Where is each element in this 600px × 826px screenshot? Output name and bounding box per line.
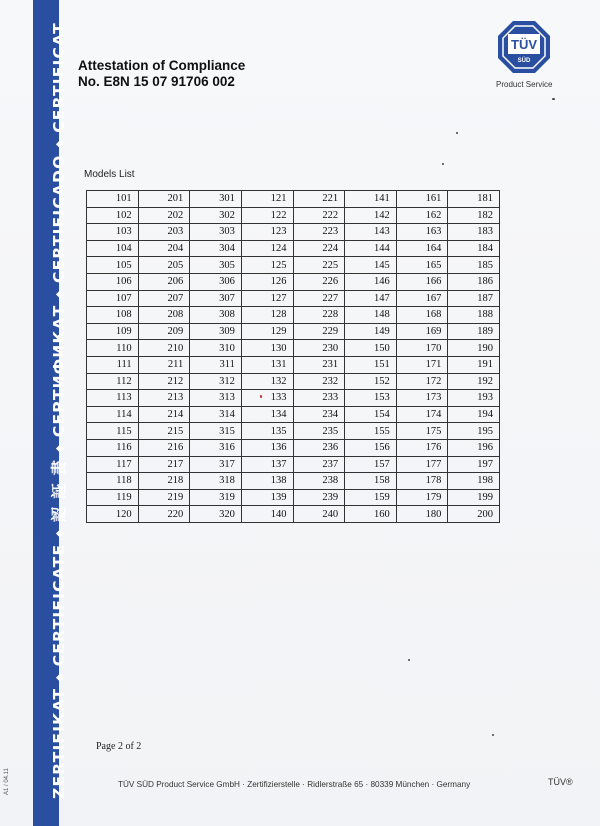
model-cell: 154 (345, 406, 397, 423)
model-cell: 133 (241, 390, 293, 407)
model-cell: 179 (396, 489, 448, 506)
model-cell: 185 (448, 257, 500, 274)
model-cell: 206 (138, 273, 190, 290)
form-code: A1 / 04.11 (4, 768, 10, 795)
footer-address: TÜV SÜD Product Service GmbH · Zertifizierstelle · Ridlerstraße 65 · 80339 München · Germany (118, 780, 471, 789)
model-cell: 153 (345, 390, 397, 407)
model-cell: 226 (293, 273, 345, 290)
model-cell: 189 (448, 323, 500, 340)
model-cell: 105 (87, 257, 139, 274)
table-row (87, 439, 500, 456)
model-cell: 220 (138, 506, 190, 523)
model-cell: 222 (293, 207, 345, 224)
model-cell: 210 (138, 340, 190, 357)
model-cell: 103 (87, 224, 139, 241)
model-cell: 301 (190, 191, 242, 208)
table-row (87, 473, 500, 490)
model-cell: 212 (138, 373, 190, 390)
certificate-side-band (33, 0, 68, 826)
model-cell: 224 (293, 240, 345, 257)
model-cell: 216 (138, 439, 190, 456)
models-list-label: Models List (84, 169, 135, 180)
model-cell: 181 (448, 191, 500, 208)
model-cell: 143 (345, 224, 397, 241)
model-cell: 215 (138, 423, 190, 440)
model-cell: 168 (396, 307, 448, 324)
model-cell: 150 (345, 340, 397, 357)
model-cell: 145 (345, 257, 397, 274)
model-cell: 128 (241, 307, 293, 324)
model-cell: 176 (396, 439, 448, 456)
model-cell: 124 (241, 240, 293, 257)
model-cell: 314 (190, 406, 242, 423)
model-cell: 201 (138, 191, 190, 208)
model-cell: 149 (345, 323, 397, 340)
model-cell: 169 (396, 323, 448, 340)
model-cell: 156 (345, 439, 397, 456)
model-cell: 130 (241, 340, 293, 357)
diamond-separator-icon: ◆ (53, 528, 66, 538)
model-cell: 309 (190, 323, 242, 340)
model-cell: 225 (293, 257, 345, 274)
model-cell: 114 (87, 406, 139, 423)
side-band-word: 認 証 書 (50, 458, 68, 523)
model-cell: 104 (87, 240, 139, 257)
model-cell: 162 (396, 207, 448, 224)
table-row (87, 207, 500, 224)
page-number: Page 2 of 2 (96, 741, 142, 752)
model-cell: 194 (448, 406, 500, 423)
model-cell: 118 (87, 473, 139, 490)
model-cell: 214 (138, 406, 190, 423)
model-cell: 144 (345, 240, 397, 257)
model-cell: 183 (448, 224, 500, 241)
model-cell: 230 (293, 340, 345, 357)
model-cell: 112 (87, 373, 139, 390)
model-cell: 165 (396, 257, 448, 274)
model-cell: 316 (190, 439, 242, 456)
model-cell: 302 (190, 207, 242, 224)
model-cell: 315 (190, 423, 242, 440)
model-cell: 304 (190, 240, 242, 257)
side-band-word: CERTIFICADO (50, 154, 68, 283)
model-cell: 312 (190, 373, 242, 390)
model-cell: 134 (241, 406, 293, 423)
model-cell: 113 (87, 390, 139, 407)
model-cell: 101 (87, 191, 139, 208)
model-cell: 205 (138, 257, 190, 274)
table-row (87, 390, 500, 407)
scan-speck (456, 132, 458, 134)
table-row (87, 489, 500, 506)
model-cell: 140 (241, 506, 293, 523)
table-row (87, 240, 500, 257)
model-cell: 197 (448, 456, 500, 473)
model-cell: 132 (241, 373, 293, 390)
logo-tuv-text: TÜV (511, 37, 537, 52)
model-cell: 178 (396, 473, 448, 490)
model-cell: 310 (190, 340, 242, 357)
model-cell: 198 (448, 473, 500, 490)
model-cell: 187 (448, 290, 500, 307)
model-cell: 152 (345, 373, 397, 390)
model-cell: 232 (293, 373, 345, 390)
model-cell: 166 (396, 273, 448, 290)
model-cell: 195 (448, 423, 500, 440)
model-cell: 158 (345, 473, 397, 490)
scan-speck (408, 659, 410, 661)
diamond-separator-icon: ◆ (53, 672, 66, 682)
model-cell: 125 (241, 257, 293, 274)
model-cell: 207 (138, 290, 190, 307)
model-cell: 217 (138, 456, 190, 473)
model-cell: 318 (190, 473, 242, 490)
model-cell: 317 (190, 456, 242, 473)
model-cell: 172 (396, 373, 448, 390)
model-cell: 141 (345, 191, 397, 208)
model-cell: 164 (396, 240, 448, 257)
model-cell: 107 (87, 290, 139, 307)
model-cell: 173 (396, 390, 448, 407)
scan-speck (552, 98, 555, 100)
model-cell: 237 (293, 456, 345, 473)
model-cell: 235 (293, 423, 345, 440)
model-cell: 319 (190, 489, 242, 506)
model-cell: 127 (241, 290, 293, 307)
model-cell: 211 (138, 356, 190, 373)
model-cell: 240 (293, 506, 345, 523)
model-cell: 109 (87, 323, 139, 340)
side-band-word: СЕРТИФИКАТ (50, 304, 68, 438)
model-cell: 184 (448, 240, 500, 257)
model-cell: 231 (293, 356, 345, 373)
model-cell: 174 (396, 406, 448, 423)
table-row (87, 307, 500, 324)
model-cell: 129 (241, 323, 293, 340)
model-cell: 208 (138, 307, 190, 324)
model-cell: 126 (241, 273, 293, 290)
model-cell: 142 (345, 207, 397, 224)
model-cell: 306 (190, 273, 242, 290)
diamond-separator-icon: ◆ (53, 288, 66, 299)
model-cell: 131 (241, 356, 293, 373)
model-cell: 157 (345, 456, 397, 473)
model-cell: 148 (345, 307, 397, 324)
model-cell: 308 (190, 307, 242, 324)
model-cell: 229 (293, 323, 345, 340)
side-band-word: CERTIFICAT (50, 22, 68, 133)
side-band-word: CERTIFICATE (50, 543, 68, 667)
model-cell: 221 (293, 191, 345, 208)
model-cell: 191 (448, 356, 500, 373)
tuv-sud-logo (497, 20, 551, 74)
model-cell: 160 (345, 506, 397, 523)
model-cell: 196 (448, 439, 500, 456)
model-cell: 223 (293, 224, 345, 241)
model-cell: 119 (87, 489, 139, 506)
model-cell: 200 (448, 506, 500, 523)
model-cell: 102 (87, 207, 139, 224)
table-row (87, 273, 500, 290)
model-cell: 227 (293, 290, 345, 307)
model-cell: 159 (345, 489, 397, 506)
model-cell: 115 (87, 423, 139, 440)
table-row (87, 373, 500, 390)
table-row (87, 323, 500, 340)
model-cell: 213 (138, 390, 190, 407)
model-cell: 186 (448, 273, 500, 290)
table-row (87, 224, 500, 241)
model-cell: 204 (138, 240, 190, 257)
scan-speck (260, 395, 262, 398)
model-cell: 116 (87, 439, 139, 456)
model-cell: 151 (345, 356, 397, 373)
model-cell: 139 (241, 489, 293, 506)
model-cell: 121 (241, 191, 293, 208)
table-row (87, 191, 500, 208)
table-row (87, 356, 500, 373)
model-cell: 307 (190, 290, 242, 307)
model-cell: 108 (87, 307, 139, 324)
model-cell: 106 (87, 273, 139, 290)
model-cell: 117 (87, 456, 139, 473)
model-cell: 161 (396, 191, 448, 208)
table-row (87, 406, 500, 423)
logo-sud-text: SÜD (517, 58, 531, 64)
model-cell: 182 (448, 207, 500, 224)
document-title: Attestation of Compliance (78, 58, 246, 73)
certificate-number: No. E8N 15 07 91706 002 (78, 74, 235, 89)
model-cell: 180 (396, 506, 448, 523)
model-cell: 193 (448, 390, 500, 407)
model-cell: 320 (190, 506, 242, 523)
model-cell: 171 (396, 356, 448, 373)
model-cell: 238 (293, 473, 345, 490)
model-cell: 311 (190, 356, 242, 373)
model-cell: 219 (138, 489, 190, 506)
scan-speck (492, 734, 494, 736)
model-cell: 175 (396, 423, 448, 440)
diamond-separator-icon: ◆ (53, 443, 66, 453)
model-cell: 146 (345, 273, 397, 290)
model-cell: 303 (190, 224, 242, 241)
model-cell: 305 (190, 257, 242, 274)
table-row (87, 340, 500, 357)
side-band-text (46, 22, 72, 799)
models-table (86, 190, 500, 523)
model-cell: 135 (241, 423, 293, 440)
table-row (87, 506, 500, 523)
model-cell: 203 (138, 224, 190, 241)
model-cell: 202 (138, 207, 190, 224)
model-cell: 122 (241, 207, 293, 224)
model-cell: 218 (138, 473, 190, 490)
model-cell: 111 (87, 356, 139, 373)
model-cell: 155 (345, 423, 397, 440)
footer-brand: TÜV® (548, 777, 573, 787)
model-cell: 147 (345, 290, 397, 307)
model-cell: 192 (448, 373, 500, 390)
model-cell: 120 (87, 506, 139, 523)
model-cell: 177 (396, 456, 448, 473)
model-cell: 170 (396, 340, 448, 357)
model-cell: 236 (293, 439, 345, 456)
table-row (87, 257, 500, 274)
model-cell: 209 (138, 323, 190, 340)
model-cell: 167 (396, 290, 448, 307)
model-cell: 190 (448, 340, 500, 357)
model-cell: 138 (241, 473, 293, 490)
model-cell: 188 (448, 307, 500, 324)
logo-caption: Product Service (496, 80, 553, 89)
model-cell: 239 (293, 489, 345, 506)
model-cell: 228 (293, 307, 345, 324)
model-cell: 234 (293, 406, 345, 423)
model-cell: 123 (241, 224, 293, 241)
model-cell: 137 (241, 456, 293, 473)
scan-speck (442, 163, 444, 165)
model-cell: 110 (87, 340, 139, 357)
model-cell: 163 (396, 224, 448, 241)
model-cell: 233 (293, 390, 345, 407)
table-row (87, 456, 500, 473)
side-band-word: ZERTIFIKAT (50, 687, 68, 799)
table-row (87, 290, 500, 307)
model-cell: 313 (190, 390, 242, 407)
model-cell: 199 (448, 489, 500, 506)
model-cell: 136 (241, 439, 293, 456)
table-row (87, 423, 500, 440)
diamond-separator-icon: ◆ (53, 138, 66, 149)
